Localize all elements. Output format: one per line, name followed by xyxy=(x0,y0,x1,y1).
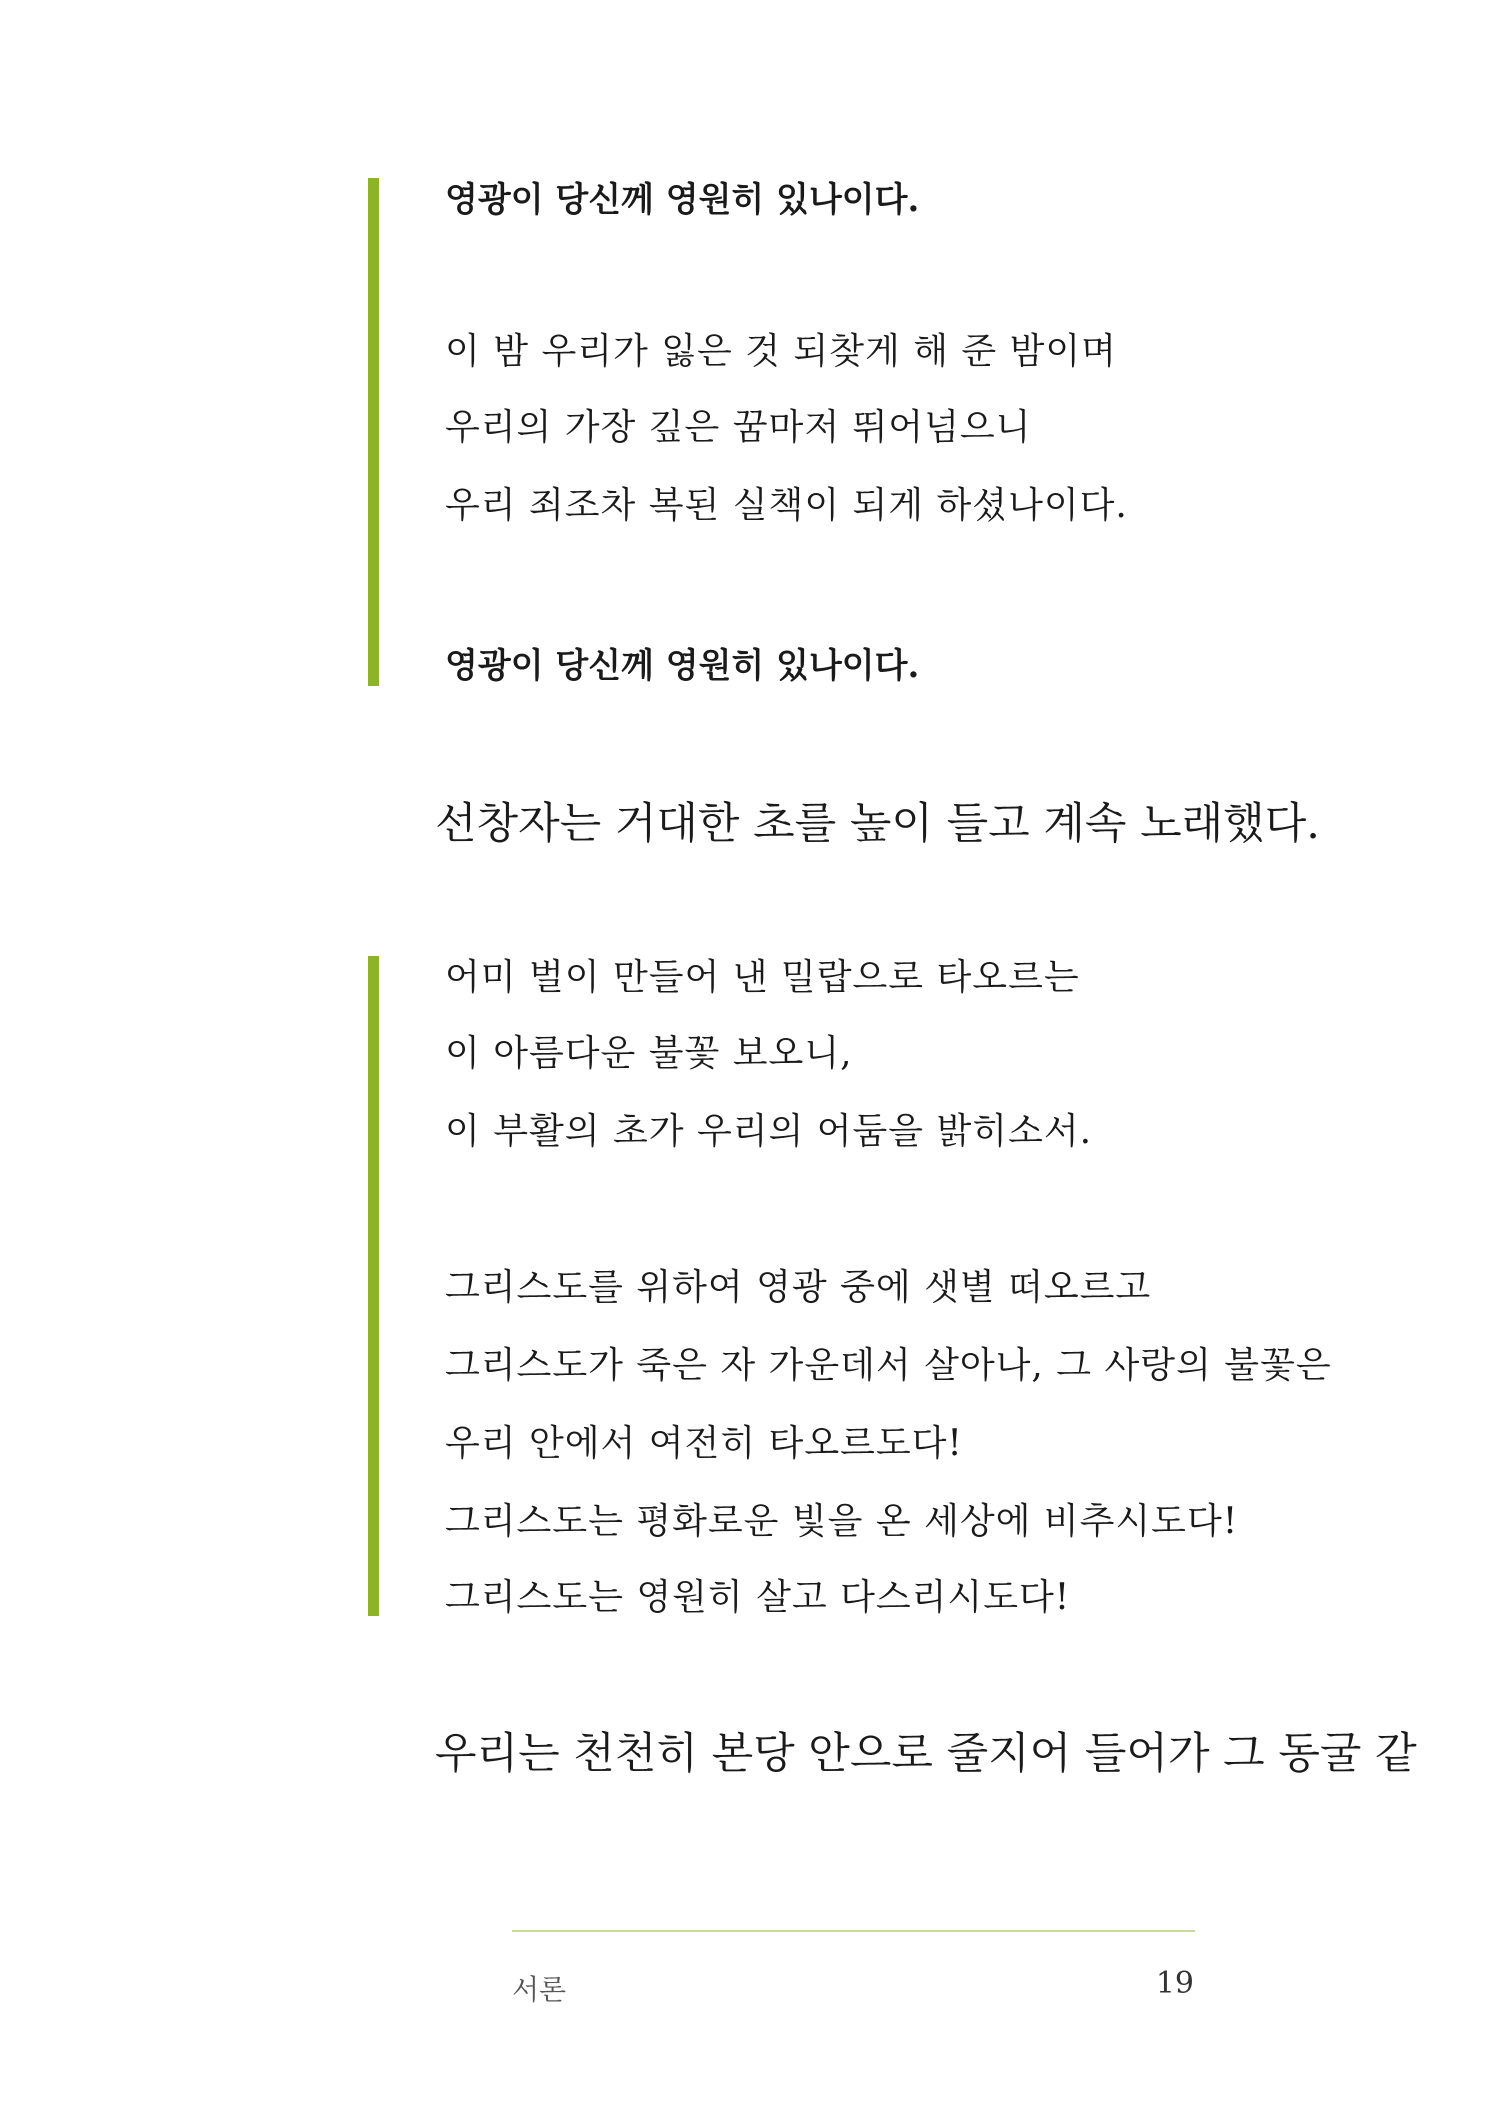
quote-block-1 xyxy=(368,178,1379,686)
narration-paragraph: 선창자는 거대한 초를 높이 들고 계속 노래했다. xyxy=(435,799,1320,849)
quote-line: 우리 안에서 여전히 타오르도다! xyxy=(445,1423,963,1464)
page-number: 19 xyxy=(1155,1966,1194,2001)
footer-section-title: 서론 xyxy=(512,1973,567,2006)
quote-block-2 xyxy=(368,956,1379,1616)
quote-line: 이 부활의 초가 우리의 어둠을 밝히소서. xyxy=(445,1111,1093,1152)
quote-line: 이 밤 우리가 잃은 것 되찾게 해 준 밤이며 xyxy=(445,331,1117,372)
quote-line: 그리스도가 죽은 자 가운데서 살아나, 그 사랑의 불꽃은 xyxy=(445,1345,1332,1386)
narration-paragraph: 우리는 천천히 본당 안으로 줄지어 들어가 그 동굴 같 xyxy=(435,1729,1417,1779)
quote-line: 그리스도를 위하여 영광 중에 샛별 떠오르고 xyxy=(445,1267,1152,1308)
quote-line: 그리스도는 평화로운 빛을 온 세상에 비추시도다! xyxy=(445,1501,1239,1542)
quote-line: 우리 죄조차 복된 실책이 되게 하셨나이다. xyxy=(445,485,1128,526)
quote-line: 그리스도는 영원히 살고 다스리시도다! xyxy=(445,1577,1071,1618)
footer-divider xyxy=(512,1930,1195,1932)
refrain-top: 영광이 당신께 영원히 있나이다. xyxy=(445,180,920,220)
quote-line: 우리의 가장 깊은 꿈마저 뛰어넘으니 xyxy=(445,407,1032,448)
refrain-bottom: 영광이 당신께 영원히 있나이다. xyxy=(445,646,920,686)
quote-line: 어미 벌이 만들어 낸 밀랍으로 타오르는 xyxy=(445,957,1080,998)
quote-line: 이 아름다운 불꽃 보오니, xyxy=(445,1033,853,1074)
